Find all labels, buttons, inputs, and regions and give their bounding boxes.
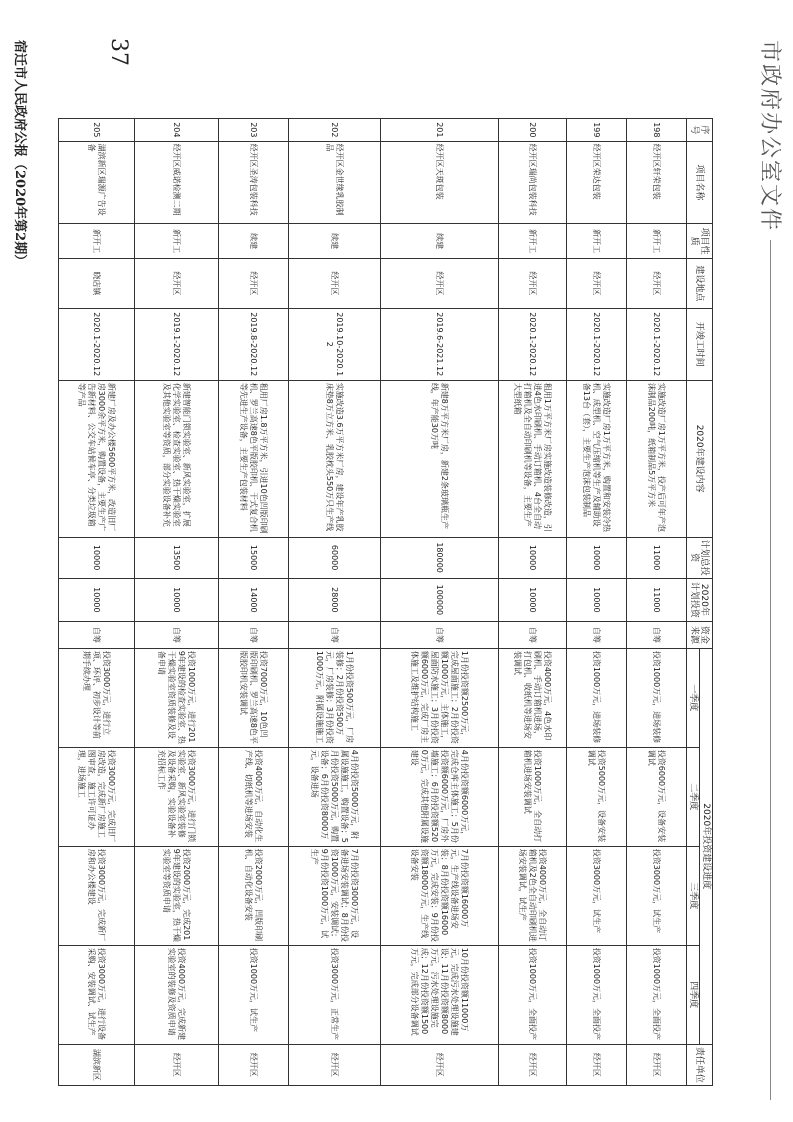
- cell-plan2020: 10000: [567, 578, 627, 621]
- cell-q2: 投资3000万元，进行门锁实验室、新风实验室装修及设备采购，实验设备补充招标工作: [135, 747, 219, 846]
- cell-q3: 7月份投资额16000万元，生产线设备进场安装；8月份投资额16000万元，完成安装；9月份投资额18000万元，生产线设备安装: [381, 846, 499, 945]
- cell-q3: 投资3000万元，试生产: [567, 846, 627, 945]
- cell-q4: 投资3000万元，进行设备采购、安装调试、试生产: [59, 945, 135, 1044]
- journal-footer: 宿迁市人民政府公报（2020年第2期）: [12, 40, 27, 268]
- cell-q3: 投资4000万元，全自动订箱机及2色全自动印刷机进场安装调试，试生产: [499, 846, 567, 945]
- cell-period: 2020.1-2020.12: [567, 308, 627, 380]
- cell-unit: 经开区: [499, 1044, 567, 1085]
- cell-unit: 经开区: [627, 1044, 687, 1085]
- cell-name: 经开区威诺检测二期: [135, 141, 219, 223]
- cell-q4: 投资1000万元，试生产: [219, 945, 289, 1044]
- table-row: [499, 119, 567, 1086]
- cell-location: 晓店镇: [59, 259, 135, 308]
- cell-unit: 经开区: [135, 1044, 219, 1085]
- cell-period: 2019.8-2020.12: [219, 308, 289, 380]
- cell-period: 2019.1-2020.12: [135, 308, 219, 380]
- col-header-content: 2020年建设内容: [687, 380, 713, 537]
- cell-q3: 投资2000万元，完成2019年建设的实验室，热干燥实验室等资质申请: [135, 846, 219, 945]
- col-header-progress: 2020年投资建设进度: [700, 648, 713, 1044]
- cell-q4: 投资1000万元，全面投产: [499, 945, 567, 1044]
- col-header-total: 计划总投资: [687, 537, 713, 578]
- cell-q3: 投资2000万元，凹版印刷机、自动化设备安装: [219, 846, 289, 945]
- cell-source: 自筹: [289, 622, 381, 649]
- project-table: [58, 118, 713, 1086]
- table-row: [381, 119, 499, 1086]
- cell-name: 经开区天斑包装: [381, 141, 499, 223]
- cell-nature: 续建: [219, 224, 289, 259]
- cell-source: 自筹: [381, 622, 499, 649]
- cell-location: 经开区: [219, 259, 289, 308]
- table-row: [627, 119, 687, 1086]
- cell-q4: 投资1000万元，全面投产: [567, 945, 627, 1044]
- cell-content: 实施改造厂房1万平方米，购置和安装冷热机、成型机、空气压缩机等生产及辅助设备13台（套），主要生产泡沫包装制品: [567, 380, 627, 537]
- col-header-no: 序号: [687, 119, 713, 142]
- table-row: [59, 119, 135, 1086]
- cell-location: 经开区: [381, 259, 499, 308]
- cell-no: 202: [289, 119, 381, 142]
- cell-nature: 续建: [289, 224, 381, 259]
- cell-name: 经开区轩荣包装: [627, 141, 687, 223]
- cell-q1: 投资1000万元，进场装修: [627, 648, 687, 747]
- cell-nature: 新开工: [59, 224, 135, 259]
- cell-q2: 4月份投资5000万元，附属设施施工，购置设备；5月份投资5000万元，购置设备；6月份投资8000万元，设备进场: [289, 747, 381, 846]
- cell-q2: 投资4000万元，自动化生产线、切纸机等进场安装: [219, 747, 289, 846]
- cell-content: 新建智能门锁实验室、新风实验室，扩展化学实验室、检查实验室、热干燥实验室及其他实验室等资质，部分实验设备补充: [135, 380, 219, 537]
- cell-q3: 投资3000万元，完成新厂房和办公楼建设: [59, 846, 135, 945]
- col-header-q2: 二季度: [687, 747, 700, 846]
- cell-content: 租用1万平方米厂房实施改造装修改造，引进4色水印刷机、手动订箱机、4台全自动打箱机及全自动印刷机等设备，主要生产大型纸箱: [499, 380, 567, 537]
- cell-name: 湖滨新区瑞源广告设备: [59, 141, 135, 223]
- cell-q1: 投资4000万元，4色水印刷机、手动订箱机进场，打包机、收纸机等进场安装调试: [499, 648, 567, 747]
- cell-plan2020: 10000: [135, 578, 219, 621]
- cell-q2: 投资3000万元，完成旧厂房改造，完成新厂房施工图审查，施工许可证办理，进场施工: [59, 747, 135, 846]
- cell-period: 2020.1-2020.12: [499, 308, 567, 380]
- cell-plan2020: 14000: [219, 578, 289, 621]
- cell-q3: 7月份投资3000万元，设备进场安装调试；8月份投资1000万元，安装调试；9月份投资1000万元，试生产: [289, 846, 381, 945]
- cell-total: 180000: [381, 537, 499, 578]
- cell-nature: 新开工: [499, 224, 567, 259]
- running-title: 市政府办公室文件: [757, 40, 782, 233]
- cell-unit: 经开区: [567, 1044, 627, 1085]
- cell-total: 10000: [567, 537, 627, 578]
- cell-name: 经开区瑞尚包装科技: [499, 141, 567, 223]
- cell-content: 实施改造3.6万平方米厂房，建设年产乳胶床垫8万立方米、乳胶枕头550万只生产线: [289, 380, 381, 537]
- cell-period: 2020.1-2020.12: [627, 308, 687, 380]
- col-header-q3: 三季度: [687, 846, 700, 945]
- cell-unit: 经开区: [289, 1044, 381, 1085]
- page-number: 37: [106, 38, 131, 66]
- cell-location: 经开区: [289, 259, 381, 308]
- cell-name: 经开区圣涛包装科技: [219, 141, 289, 223]
- table-row: [135, 119, 219, 1086]
- cell-period: 2019.6-2021.12: [381, 308, 499, 380]
- col-header-q4: 四季度: [687, 945, 700, 1044]
- cell-q1: 投资7000万元，10色凹版印刷机、罗兰高速8色平版胶印机安装调试: [219, 648, 289, 747]
- cell-unit: 经开区: [381, 1044, 499, 1085]
- cell-location: 经开区: [567, 259, 627, 308]
- cell-no: 199: [567, 119, 627, 142]
- col-header-period: 开竣工时间: [687, 308, 713, 380]
- cell-content: 租用厂房1.8万平方米，引进10色凹版印刷机、罗兰高速8色平版胶印机、干式复合机等先进生产设备，主要生产包装材料: [219, 380, 289, 537]
- cell-q1: 投资1000万元，进场装修: [567, 648, 627, 747]
- cell-source: 自筹: [219, 622, 289, 649]
- cell-q4: 投资1000万元，全面投产: [627, 945, 687, 1044]
- cell-nature: 新开工: [627, 224, 687, 259]
- cell-name: 经开区金世缘乳胶制品: [289, 141, 381, 223]
- cell-no: 204: [135, 119, 219, 142]
- table-row: [289, 119, 381, 1086]
- cell-q4: 10月份投资额11000万元，完成污水处理设施建设；11月份投资额8000万元，污水处理设施完成；12月份投资额1500万元，完成部分设备调试: [381, 945, 499, 1044]
- cell-plan2020: 10000: [59, 578, 135, 621]
- col-header-location: 建设地点: [687, 259, 713, 308]
- cell-q3: 投资3000万元，试生产: [627, 846, 687, 945]
- header-rule: [770, 240, 771, 1100]
- cell-unit: 经开区: [219, 1044, 289, 1085]
- cell-q4: 投资3000万元，正常生产: [289, 945, 381, 1044]
- table-body: [59, 119, 687, 1086]
- cell-total: 13500: [135, 537, 219, 578]
- cell-no: 203: [219, 119, 289, 142]
- cell-nature: 新开工: [567, 224, 627, 259]
- cell-no: 201: [381, 119, 499, 142]
- cell-nature: 续建: [381, 224, 499, 259]
- cell-location: 经开区: [627, 259, 687, 308]
- table-row: [567, 119, 627, 1086]
- cell-plan2020: 28000: [289, 578, 381, 621]
- cell-q1: 投资3000万元，进行立项、环评、初步设计等前期手续办理: [59, 648, 135, 747]
- cell-q1: 投资1000万元，进行2019年建设的检查实验室、热干燥实验室资质装修及设备申请: [135, 648, 219, 747]
- table-row: [219, 119, 289, 1086]
- cell-q2: 投资5000万元，设备安装调试: [567, 747, 627, 846]
- cell-plan2020: 10000: [499, 578, 567, 621]
- cell-q1: 1月份投资500万元，厂房装修；2月份投资500万元，厂房装修；3月份投资1000万元，附属设施施工: [289, 648, 381, 747]
- cell-unit: 湖滨新区: [59, 1044, 135, 1085]
- col-header-q1: 一季度: [687, 648, 700, 747]
- cell-q4: 投资4000万元，完成新建实验室的装修及资质申请: [135, 945, 219, 1044]
- cell-name: 经开区荣达包装: [567, 141, 627, 223]
- cell-source: 自筹: [567, 622, 627, 649]
- cell-location: 经开区: [135, 259, 219, 308]
- cell-source: 自筹: [627, 622, 687, 649]
- cell-no: 205: [59, 119, 135, 142]
- cell-total: 10000: [499, 537, 567, 578]
- cell-content: 新建8万平方米厂房，新建2条玻璃瓶生产线，年产能30万吨: [381, 380, 499, 537]
- cell-q2: 投资1000万元，全自动打箱机进场安装调试: [499, 747, 567, 846]
- cell-q2: 4月份投资额6000万元，完成仓库主体施工；5月份投资额6000万元，厂房外墙施工；6月份投资额5200万元，完成其他附属设施建设: [381, 747, 499, 846]
- cell-location: 经开区: [499, 259, 567, 308]
- cell-period: 2019.10-2020.12: [289, 308, 381, 380]
- cell-content: 新建厂房及办公楼5600平方米，改造旧厂房3000余平方米，购置设备，主要生产广告新材料、公交车站候车亭、分类垃圾箱等产品: [59, 380, 135, 537]
- cell-source: 自筹: [59, 622, 135, 649]
- cell-content: 实施改造厂房1万平方米，投产后可年产泡沫制品200吨，纸箱制品5万平方米: [627, 380, 687, 537]
- cell-total: 10000: [59, 537, 135, 578]
- col-header-name: 项目名称: [687, 141, 713, 223]
- cell-source: 自筹: [499, 622, 567, 649]
- cell-total: 11000: [627, 537, 687, 578]
- cell-no: 200: [499, 119, 567, 142]
- col-header-unit: 责任单位: [687, 1044, 713, 1085]
- col-header-plan2020: 2020年计划投资: [687, 578, 713, 621]
- cell-total: 60000: [289, 537, 381, 578]
- cell-nature: 新开工: [135, 224, 219, 259]
- col-header-nature: 项目性质: [687, 224, 713, 259]
- cell-q1: 1月份投资额2500万元，完成屋面施工；2月份投资额1000万元，主体施工，屋面防水施工；3月份投资额6000万元，完成厂房主体施工及维护结构施工: [381, 648, 499, 747]
- cell-total: 15000: [219, 537, 289, 578]
- col-header-source: 资金来源: [687, 622, 713, 649]
- cell-plan2020: 100000: [381, 578, 499, 621]
- cell-period: 2020.1-2020.12: [59, 308, 135, 380]
- cell-no: 198: [627, 119, 687, 142]
- cell-plan2020: 11000: [627, 578, 687, 621]
- cell-q2: 投资6000万元，设备安装调试: [627, 747, 687, 846]
- cell-source: 自筹: [135, 622, 219, 649]
